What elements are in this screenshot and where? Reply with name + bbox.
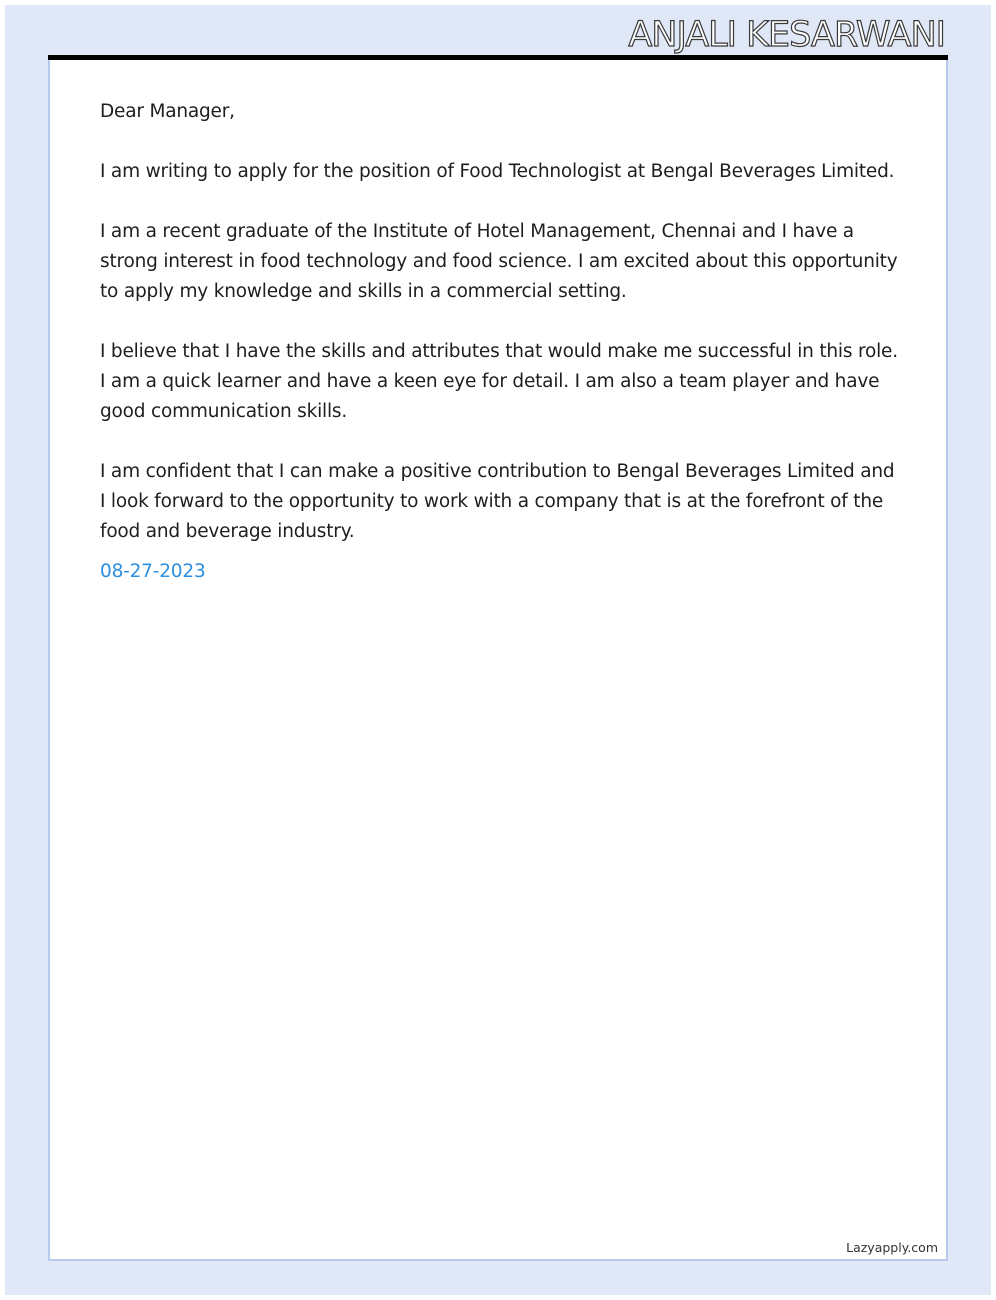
salutation: Dear Manager, [100, 101, 235, 122]
paragraph-3: I believe that I have the skills and attributes that would make me successful in this role. I am a quick learner and have a keen eye for detail. I am also a team player and have good communication skills. [100, 341, 898, 422]
footer-brand: Lazyapply.com [846, 1240, 938, 1255]
letter-date: 08-27-2023 [100, 561, 206, 582]
letter-body [100, 97, 900, 617]
paragraph-2: I am a recent graduate of the Institute of Hotel Management, Chennai and I have a strong interest in food technology and food science. I am excited about this opportunity to apply my knowledge and skills in a commercial setting. [100, 221, 898, 302]
paragraph-1: I am writing to apply for the position of Food Technologist at Bengal Beverages Limited. [100, 161, 895, 182]
paragraph-4: I am confident that I can make a positive contribution to Bengal Beverages Limited and I look forward to the opportunity to work with a company that is at the forefront of the food and beverage industry. [100, 461, 895, 542]
letter-page [48, 60, 948, 1261]
applicant-name: ANJALI KESARWANI [628, 15, 945, 55]
